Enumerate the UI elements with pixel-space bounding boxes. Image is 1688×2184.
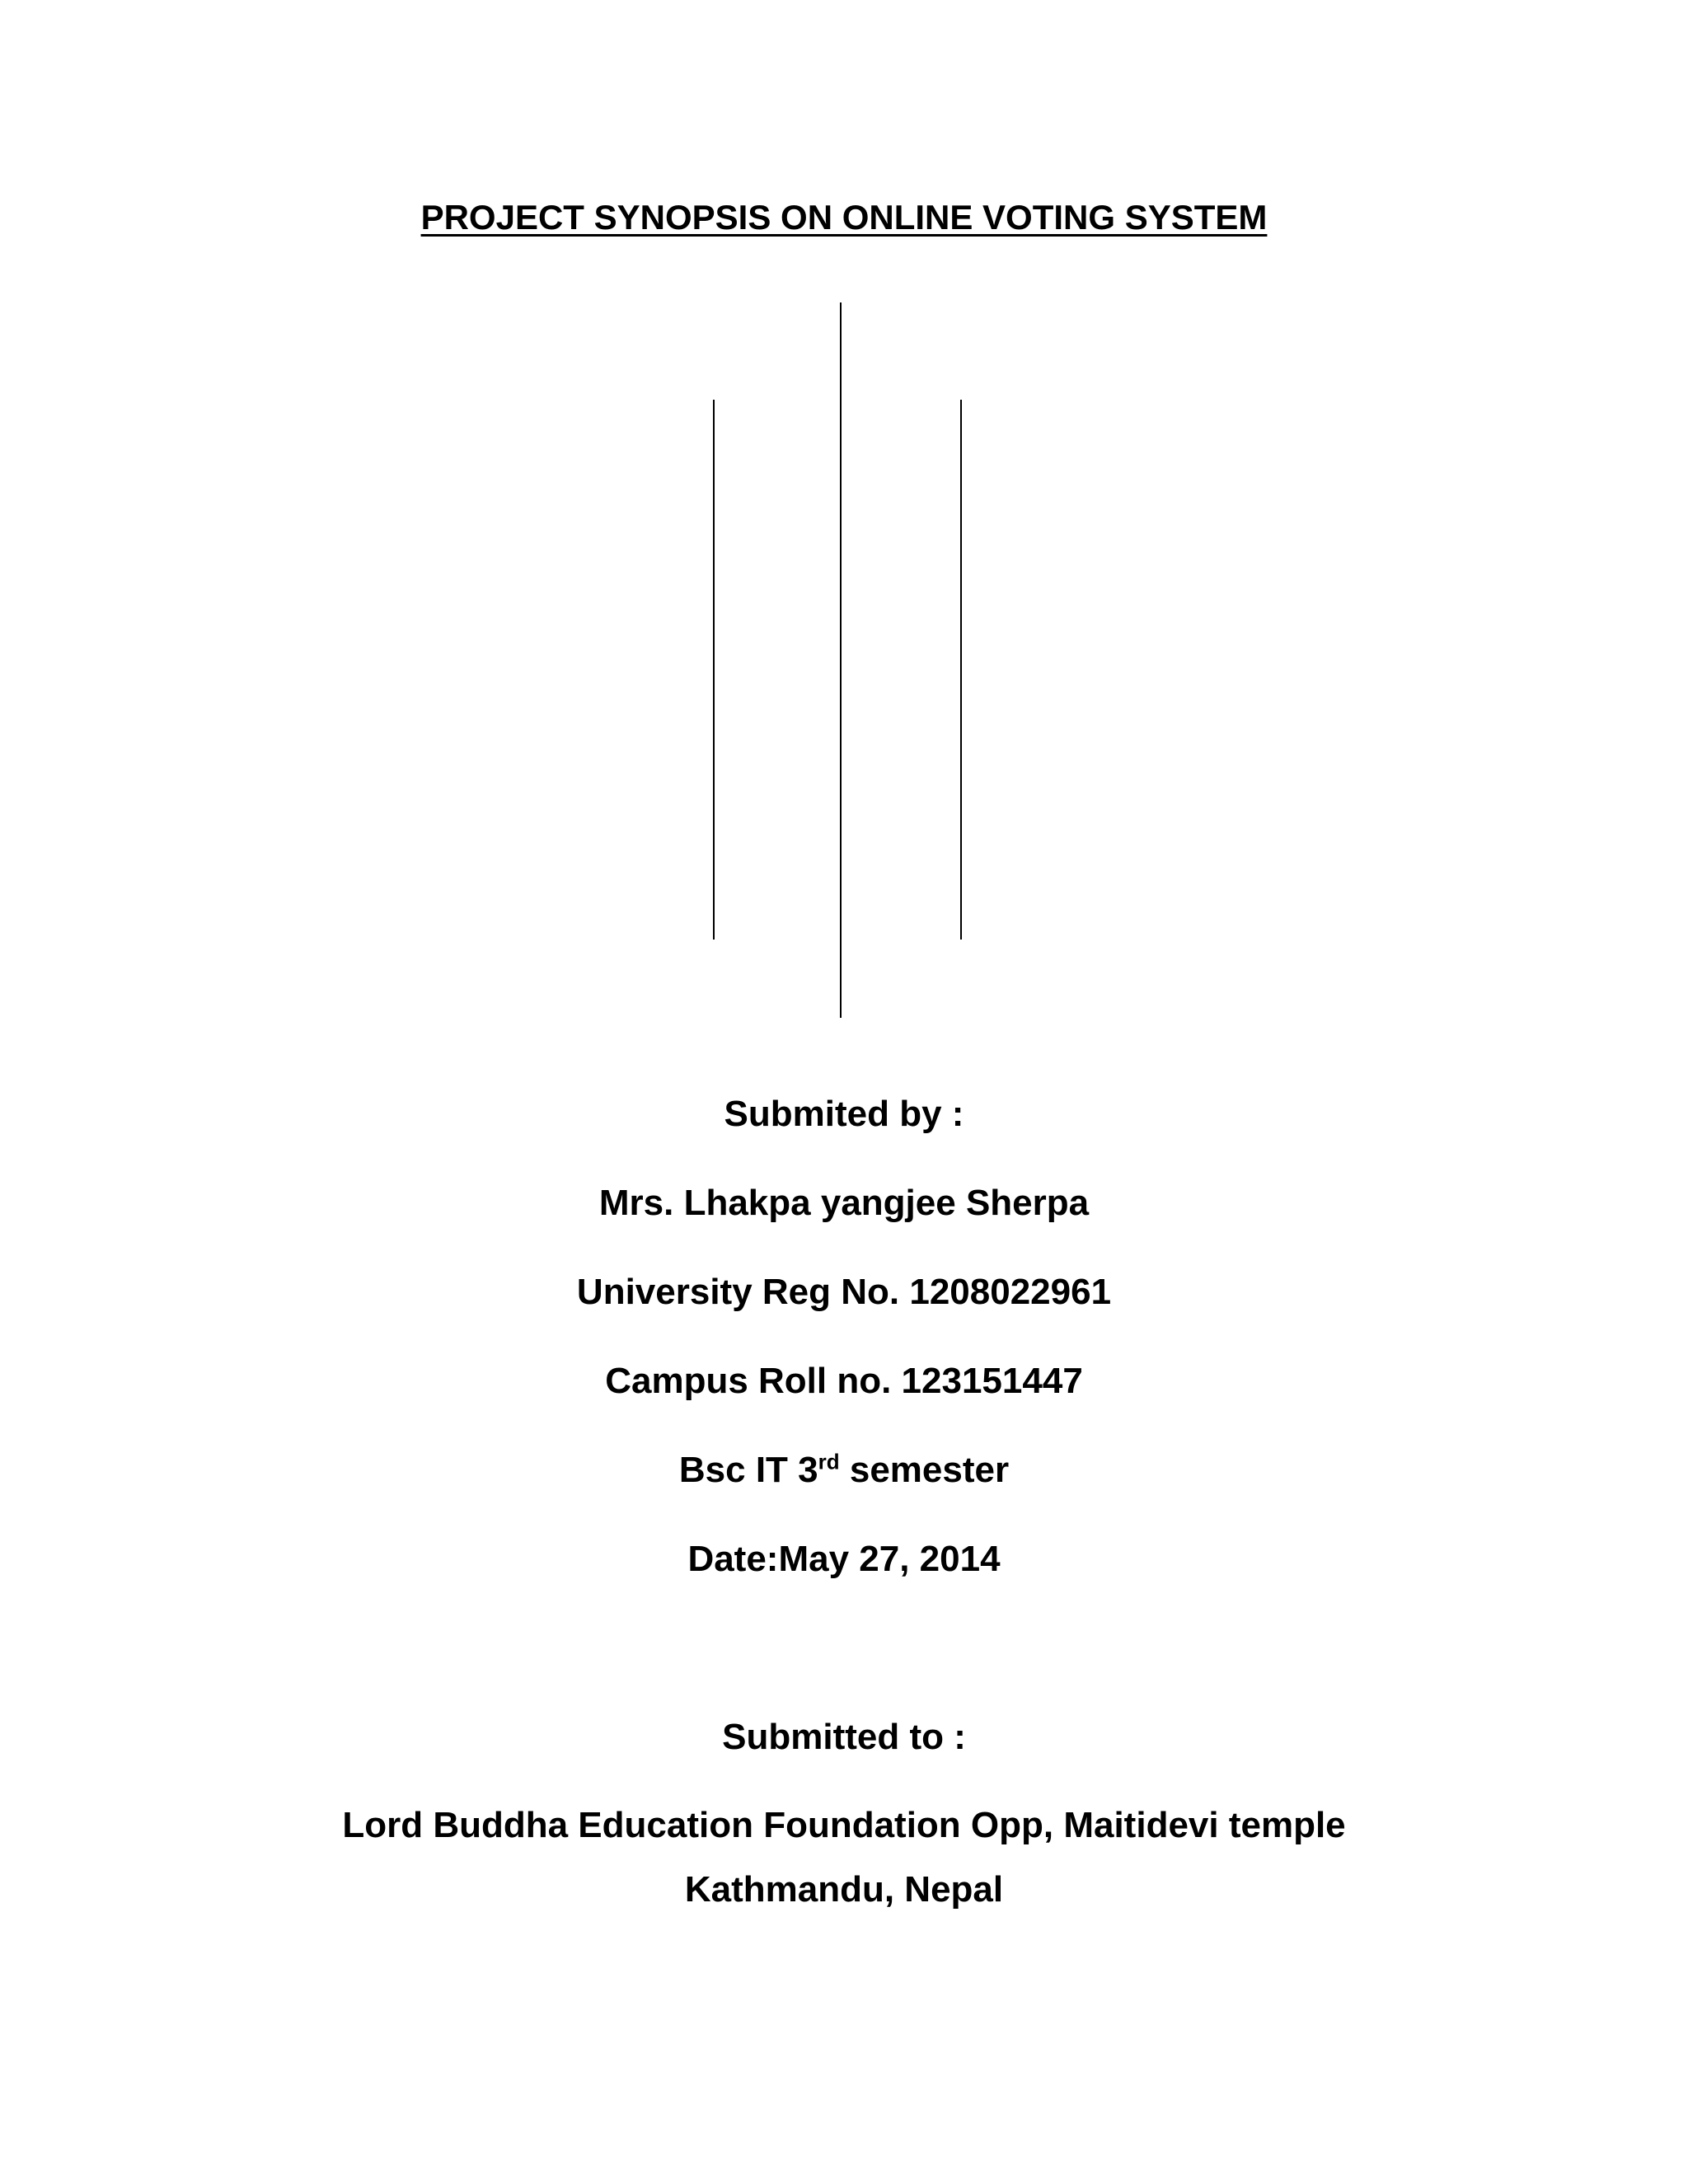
left-vertical-line (713, 400, 715, 940)
institution-name: Lord Buddha Education Foundation Opp, Maitidevi temple (342, 1805, 1346, 1845)
institution-location: Kathmandu, Nepal (684, 1869, 1004, 1910)
campus-roll-number: Campus Roll no. 123151447 (605, 1361, 1083, 1401)
student-name: Mrs. Lhakpa yangjee Sherpa (598, 1183, 1090, 1223)
semester-line (0, 1450, 1688, 1491)
university-reg-number: University Reg No. 1208022961 (576, 1272, 1112, 1312)
submission-date: Date:May 27, 2014 (687, 1539, 1001, 1579)
semester-prefix: Bsc IT 3 (678, 1450, 818, 1490)
semester-suffix: semester (839, 1450, 1010, 1490)
document-title: PROJECT SYNOPSIS ON ONLINE VOTING SYSTEM (420, 198, 1268, 237)
semester-ordinal-suffix: rd (818, 1449, 840, 1474)
center-vertical-line (840, 302, 842, 1018)
right-vertical-line (960, 400, 962, 940)
submitted-to-label: Submitted to : (722, 1717, 966, 1757)
submitted-by-label: Submited by : (724, 1094, 964, 1134)
